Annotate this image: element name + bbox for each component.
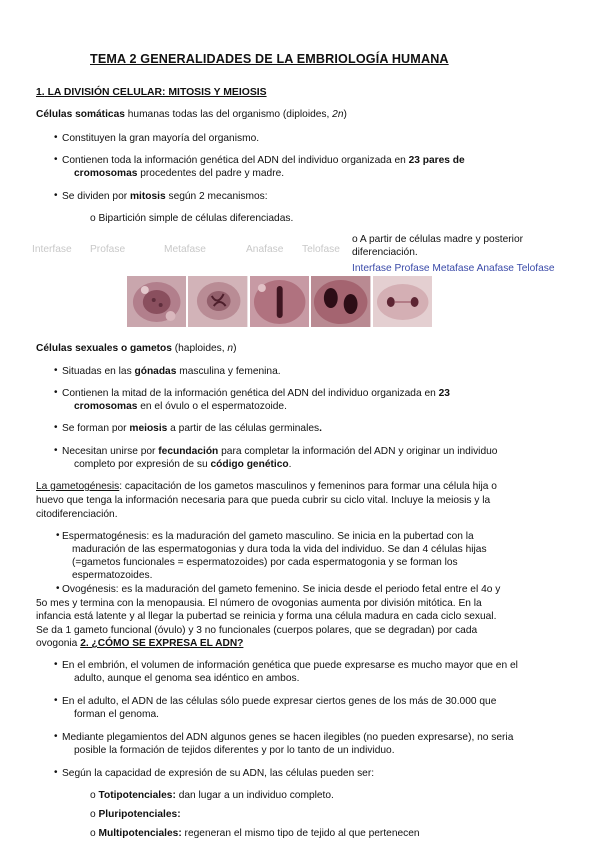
page-title: TEMA 2 GENERALIDADES DE LA EMBRIOLOGÍA HUMANA [90,52,449,66]
sex-ploidy: n [227,343,234,354]
somatic-bullet-3: Se dividen por mitosis según 2 mecanismos: [62,191,268,202]
ovogenesis-line-5: ovogonia 2. ¿CÓMO SE EXPRESA EL ADN? [36,638,244,649]
sex-bullet-2-cont: cromosomas en el óvulo o el espermatozoide. [74,401,287,412]
section-1-heading [36,87,267,98]
espermatogenesis-line-1: Espermatogénesis: es la maduración del gameto masculino. Se inicia en la pubertad con la [62,531,474,542]
sex-bullet-2: Contienen la mitad de la información genética del ADN del individuo organizada en 23 [62,388,450,399]
bullet-icon: • [54,767,58,778]
sex-cells-label: Células sexuales o gametos [36,343,172,354]
somatic-bullet-2: Contienen toda la información genética del ADN del individuo organizada en 23 pares de [62,155,465,166]
bullet-icon: • [54,422,58,433]
anafase-cell-photo [311,276,370,327]
sex-bullet-4: Necesitan unirse por fecundación para completar la información del ADN y originar un individuo [62,446,498,457]
bullet-icon: • [54,445,58,456]
cell-type-multipotent: o Multipotenciales: regeneran el mismo tipo de tejido al que pertenecen [90,828,420,839]
ovogenesis-line-4: Se da 1 gameto funcional (óvulo) y 3 no funcionales (cuerpos polares, que se degradan) por cada [36,625,478,636]
list-marker: o [90,790,99,801]
gametogenesis-line-2: huevo que tenga la información necesaria para que pueda cubrir su ciclo vital. Incluye la meiosis y la [36,495,491,506]
ovogenesis-line-2: 5o mes y termina con la menopausia. El número de ovogonias aumenta por división mitótica. En la [36,598,482,609]
bullet-icon: • [54,695,58,706]
expression-bullet-3: Mediante plegamientos del ADN algunos genes se hacen ilegibles (no pueden expresarse), no seria [62,732,514,743]
profase-cell-photo [188,276,247,327]
phase-caption-link[interactable]: Interfase Profase Metafase Anafase Telofase [352,263,555,274]
somatic-cells-intro: Células somáticas humanas todas las del organismo (diploides, 2n) [36,109,347,120]
list-marker: o [90,828,99,839]
sex-bullet-1: Situadas en las gónadas masculina y femenina. [62,366,281,377]
cell-type-pluripotent: o Pluripotenciales: [90,809,181,820]
ovogenesis-line-3: infancia está latente y al llegar la pubertad se reinicia y forma una célula madura en cada ciclo sexual. [36,611,497,622]
expression-bullet-4: Según la capacidad de expresión de su ADN, las células pueden ser: [62,768,375,779]
section-2-heading: 2. ¿CÓMO SE EXPRESA EL ADN? [80,638,244,649]
somatic-bullet-1: Constituyen la gran mayoría del organismo. [62,133,260,144]
mechanism-1: o Bipartición simple de células diferenciadas. [90,213,294,224]
somatic-cells-label: Células somáticas [36,109,125,120]
bullet-icon: • [54,132,58,143]
section-1-title: LA DIVISIÓN CELULAR: MITOSIS Y MEIOSIS [47,87,267,98]
phase-label-interfase: Interfase [32,244,72,255]
bullet-icon: • [54,387,58,398]
phase-label-metafase: Metafase [164,244,206,255]
gametogenesis-line-1: La gametogénesis: capacitación de los gametos masculinos y femeninos para formar una célula hija o [36,481,497,492]
sex-bullet-4-cont: completo por expresión de su código genético. [74,459,292,470]
bullet-icon: • [54,190,58,201]
list-marker: o [90,809,99,820]
sex-cells-intro: Células sexuales o gametos (haploides, n) [36,343,237,354]
bullet-icon: • [54,365,58,376]
cell-type-totipotent: o Totipotenciales: dan lugar a un individuo completo. [90,790,334,801]
gametogenesis-line-3: citodiferenciación. [36,509,118,520]
gametogenesis-label: La gametogénesis [36,481,120,492]
bullet-icon: • [54,659,58,670]
interfase-cell-photo [127,276,186,327]
bullet-icon: • [54,731,58,742]
espermatogenesis-line-2: maduración de las espermatogonias y dura toda la vida del individuo. Se dan 4 células hijas [72,544,487,555]
somatic-bullet-2-cont: cromosomas procedentes del padre y madre. [74,168,285,179]
phase-label-anafase: Anafase [246,244,284,255]
metafase-cell-photo [250,276,309,327]
mitosis-photos [127,276,432,327]
expression-bullet-2-cont: forman el genoma. [74,709,159,720]
bullet-icon: • [56,583,60,594]
mechanism-2-line-2: diferenciación. [352,247,418,258]
expression-bullet-3-cont: posible la formación de tejidos diferentes y por lo tanto de un individuo. [74,745,395,756]
expression-bullet-2: En el adulto, el ADN de las células sólo puede expresar ciertos genes de los más de 30.000 que [62,696,497,707]
bullet-icon: • [56,530,60,541]
espermatogenesis-line-4: espermatozoides. [72,570,153,581]
espermatogenesis-line-3: (=gametos funcionales = espermatozoides) por cada espermatogonia y se forman los [72,557,458,568]
phase-label-profase: Profase [90,244,126,255]
section-1-number: 1. [36,87,45,98]
sex-bullet-3: Se forman por meiosis a partir de las células germinales. [62,423,322,434]
expression-bullet-1-cont: adulto, aunque el genoma sea idéntico en ambos. [74,673,300,684]
telofase-cell-photo [373,276,432,327]
somatic-ploidy: 2n [332,109,344,120]
mechanism-2-line-1: o A partir de células madre y posterior [352,234,524,245]
expression-bullet-1: En el embrión, el volumen de información genética que puede expresarse es mucho mayor que en el [62,660,518,671]
bullet-icon: • [54,154,58,165]
ovogenesis-line-1: Ovogénesis: es la maduración del gameto femenino. Se inicia desde el periodo fetal entre el 4o y [62,584,501,595]
phase-label-telofase: Telofase [302,244,340,255]
